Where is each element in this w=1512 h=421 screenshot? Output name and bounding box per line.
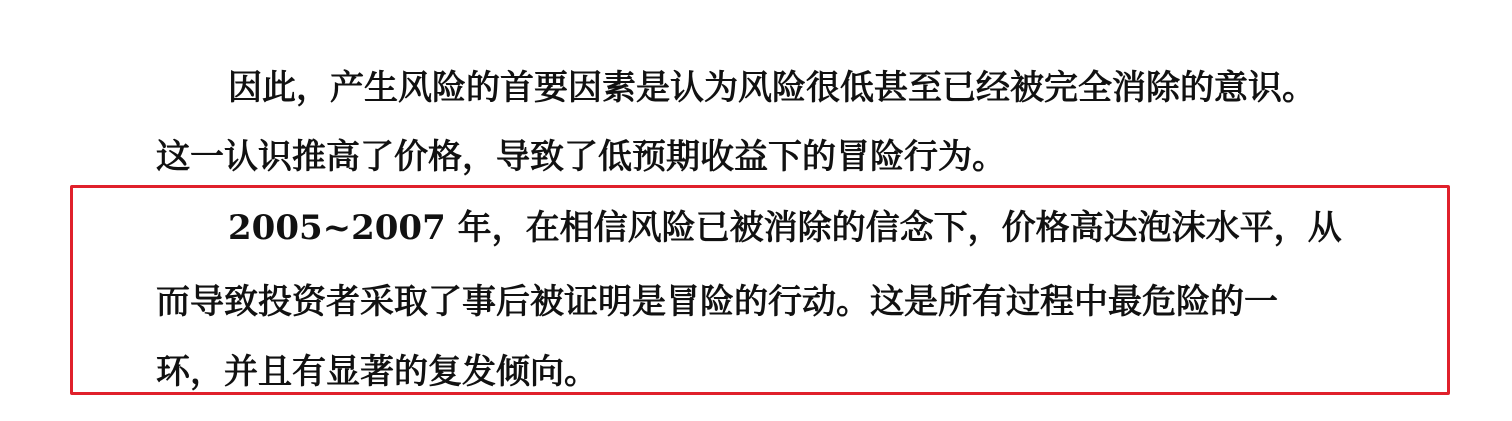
paragraph-2-line-2: 而导致投资者采取了事后被证明是冒险的行动。这是所有过程中最危险的一 <box>156 282 1278 322</box>
paragraph-2-line-1: 2005~2007 年，在相信风险已被消除的信念下，价格高达泡沫水平，从 <box>228 208 1342 248</box>
paragraph-1-line-1: 因此，产生风险的首要因素是认为风险很低甚至已经被完全消除的意识。 <box>228 68 1316 108</box>
paragraph-1-line-2: 这一认识推高了价格，导致了低预期收益下的冒险行为。 <box>156 137 1006 177</box>
paragraph-2-line-3: 环，并且有显著的复发倾向。 <box>156 352 598 392</box>
